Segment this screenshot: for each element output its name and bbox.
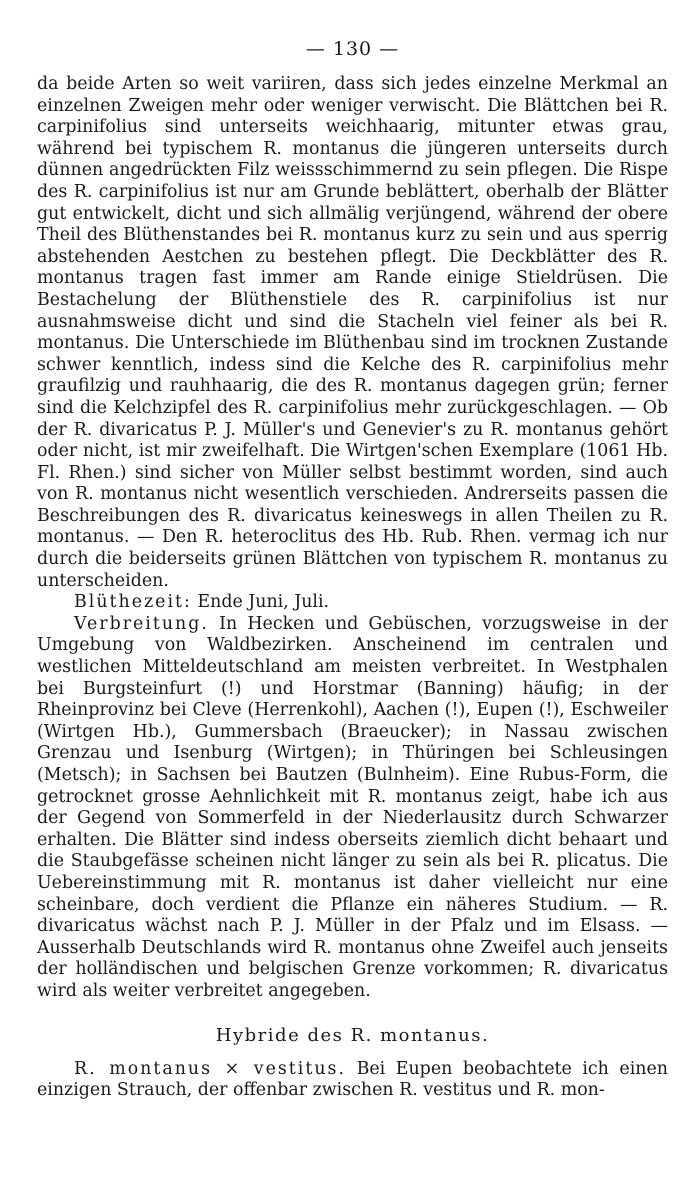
bluethezeit-text: Ende Juni, Juli. <box>191 592 330 613</box>
section-heading: Hybride des R. montanus. <box>215 1024 490 1046</box>
body-text <box>37 74 668 1102</box>
verbreitung-label: Verbreitung. <box>74 613 209 634</box>
paragraph-bluethezeit <box>37 592 668 614</box>
verbreitung-text: In Hecken und Gebüschen, vorzugsweise in der Umgebung von Waldbezirken. Anscheinend im centralen und westlichen Mitteldeutschland am meisten verbreitet. In Westphalen bei Burgsteinfurt (!) und Horstmar (Banning) häufig; in der Rheinprovinz bei Cleve (Herrenkohl), Aachen (!), Eupen (!), Eschweiler (Wirtgen Hb.), Gummersbach (Braeucker); in Nassau zwischen Grenzau und Isenburg (Wirtgen); in Thüringen bei Schleusingen (Metsch); in Sachsen bei Bautzen (Bulnheim). Eine Rubus-Form, die getrocknet grosse Aehnlichkeit mit R. montanus zeigt, habe ich aus der Gegend von Sommerfeld in der Niederlausitz durch Schwarzer erhalten. Die Blätter sind indess oberseits ziemlich dicht behaart und die Staubgefässe scheinen nicht länger zu sein als bei R. plicatus. Die Uebereinstimmung mit R. montanus ist daher vielleicht nur eine scheinbare, doch verdient die Pflanze ein näheres Studium. — R. divaricatus wächst nach P. J. Müller in der Pfalz und im Elsass. — Ausserhalb Deutschlands wird R. montanus ohne Zweifel auch jenseits der holländischen und belgischen Grenze vorkommen; R. divaricatus wird als weiter verbreitet angegeben. <box>37 613 668 1001</box>
paragraph-hybrid <box>37 1059 668 1102</box>
page-number: — 130 — <box>305 38 400 60</box>
hybrid-text: Bei Eupen beobachtete ich einen einzigen Strauch, der offenbar zwischen R. vestitus und R. mon- <box>37 1058 668 1101</box>
bluethezeit-label: Blüthezeit: <box>74 592 192 613</box>
paragraph-verbreitung <box>37 614 668 1003</box>
hybrid-label: R. montanus × vestitus. <box>74 1058 346 1079</box>
paragraph-comparison: da beide Arten so weit variiren, dass sich jedes einzelne Merkmal an einzelnen Zweigen mehr oder weniger verwischt. Die Blättchen bei R. carpinifolius sind unterseits weichhaarig, mitunter etwas grau, während bei typischem R. montanus die jüngeren unterseits durch dünnen angedrückten Filz weissschimmernd zu sein pflegen. Die Rispe des R. carpinifolius ist nur am Grunde beblättert, oberhalb der Blätter gut entwickelt, dicht und sich allmälig verjüngend, während der obere Theil des Blüthenstandes bei R. montanus kurz zu sein und aus sperrig abstehenden Aestchen zu bestehen pflegt. Die Deckblätter des R. montanus tragen fast immer am Rande einige Stieldrüsen. Die Bestachelung der Blüthenstiele des R. carpinifolius ist nur ausnahmsweise dicht und sind die Stacheln viel feiner als bei R. montanus. Die Unterschiede im Blüthenbau sind im trocknen Zustande schwer kenntlich, indess sind die Kelche des R. carpinifolius mehr graufilzig und rauhhaarig, die des R. montanus dagegen grün; ferner sind die Kelchzipfel des R. carpinifolius mehr zurückgeschlagen. — Ob der R. divaricatus P. J. Müller's und Genevier's zu R. montanus gehört oder nicht, ist mir zweifelhaft. Die Wirtgen'schen Exemplare (1061 Hb. Fl. Rhen.) sind sicher von Müller selbst bestimmt worden, sind auch von R. montanus nicht wesentlich verschieden. Andrerseits passen die Beschreibungen des R. divaricatus keineswegs in allen Theilen zu R. montanus. — Den R. heteroclitus des Hb. Rub. Rhen. vermag ich nur durch die beiderseits grünen Blättchen von typischem R. montanus zu unterscheiden. <box>37 74 668 591</box>
